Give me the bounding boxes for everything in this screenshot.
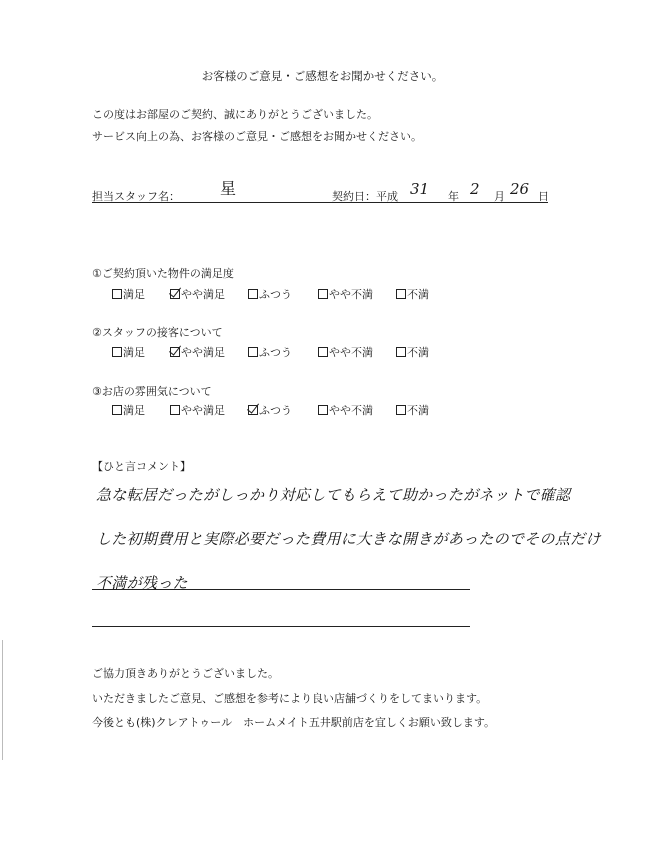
checkbox-icon[interactable] — [318, 347, 328, 357]
closing-line-1: ご協力頂きありがとうございました。 — [92, 667, 279, 680]
q2-option-somewhat-dissatisfied[interactable]: やや不満 — [318, 344, 373, 360]
q1-option-somewhat-dissatisfied[interactable]: やや不満 — [318, 286, 373, 302]
question-1-title: ①ご契約頂いた物件の満足度 — [92, 267, 234, 280]
comment-heading: 【ひと言コメント】 — [92, 460, 191, 473]
q2-option-dissatisfied[interactable]: 不満 — [396, 344, 429, 360]
q2-option-neutral[interactable]: ふつう — [248, 344, 292, 360]
scan-margin-line — [2, 640, 3, 760]
comment-line-3[interactable]: 不満が残った — [96, 574, 188, 592]
q1-option-neutral[interactable]: ふつう — [248, 286, 292, 302]
q3-option-somewhat-satisfied[interactable]: やや満足 — [170, 402, 225, 418]
contract-date-label: 契約日：平成 — [332, 190, 398, 203]
checkbox-icon[interactable] — [112, 347, 122, 357]
q3-option-dissatisfied[interactable]: 不満 — [396, 402, 429, 418]
question-2-title: ②スタッフの接客について — [92, 326, 223, 339]
comment-rule-3 — [92, 589, 470, 590]
q3-option-somewhat-dissatisfied[interactable]: やや不満 — [318, 402, 373, 418]
form-title: お客様のご意見・ご感想をお聞かせください。 — [201, 69, 444, 83]
day-unit: 日 — [538, 190, 549, 203]
intro-line-2: サービス向上の為、お客様のご意見・ご感想をお聞かせください。 — [92, 130, 422, 143]
checkbox-icon[interactable] — [112, 405, 122, 415]
checkbox-icon[interactable] — [396, 289, 406, 299]
checkbox-checked-icon[interactable] — [248, 405, 258, 415]
closing-line-2: いただきましたご意見、ご感想を参考により良い店舗づくりをしてまいります。 — [92, 692, 488, 705]
q2-option-somewhat-satisfied[interactable]: やや満足 — [170, 344, 225, 360]
checkbox-icon[interactable] — [318, 405, 328, 415]
q1-option-satisfied[interactable]: 満足 — [112, 286, 145, 302]
question-3-title: ③お店の雰囲気について — [92, 385, 212, 398]
q3-option-satisfied[interactable]: 満足 — [112, 402, 145, 418]
contract-month-handwritten[interactable]: 2 — [470, 180, 480, 198]
contract-year-handwritten[interactable]: 31 — [410, 180, 430, 198]
staff-label: 担当スタッフ名： — [92, 190, 180, 203]
year-unit: 年 — [448, 190, 459, 203]
q2-option-satisfied[interactable]: 満足 — [112, 344, 145, 360]
staff-name-handwritten[interactable]: 星 — [220, 179, 237, 198]
checkbox-icon[interactable] — [318, 289, 328, 299]
month-unit: 月 — [494, 190, 505, 203]
comment-rule-4 — [92, 626, 470, 627]
checkbox-icon[interactable] — [248, 289, 258, 299]
q3-option-neutral[interactable]: ふつう — [248, 402, 292, 418]
q1-option-dissatisfied[interactable]: 不満 — [396, 286, 429, 302]
comment-line-1[interactable]: 急な転居だったがしっかり対応してもらえて助かったがネットで確認 — [96, 486, 571, 504]
comment-line-2[interactable]: した初期費用と実際必要だった費用に大きな開きがあったのでその点だけ — [96, 530, 601, 548]
intro-line-1: この度はお部屋のご契約、誠にありがとうございました。 — [92, 108, 378, 121]
closing-line-3: 今後とも(株)クレアトゥール ホームメイト五井駅前店を宜しくお願い致します。 — [92, 716, 495, 729]
checkbox-icon[interactable] — [396, 347, 406, 357]
staff-contract-row — [92, 179, 549, 203]
checkbox-icon[interactable] — [170, 405, 180, 415]
q1-option-somewhat-satisfied[interactable]: やや満足 — [170, 286, 225, 302]
checkbox-icon[interactable] — [112, 289, 122, 299]
checkbox-checked-icon[interactable] — [170, 347, 180, 357]
checkbox-checked-icon[interactable] — [170, 289, 180, 299]
contract-day-handwritten[interactable]: 26 — [510, 180, 530, 198]
checkbox-icon[interactable] — [396, 405, 406, 415]
checkbox-icon[interactable] — [248, 347, 258, 357]
